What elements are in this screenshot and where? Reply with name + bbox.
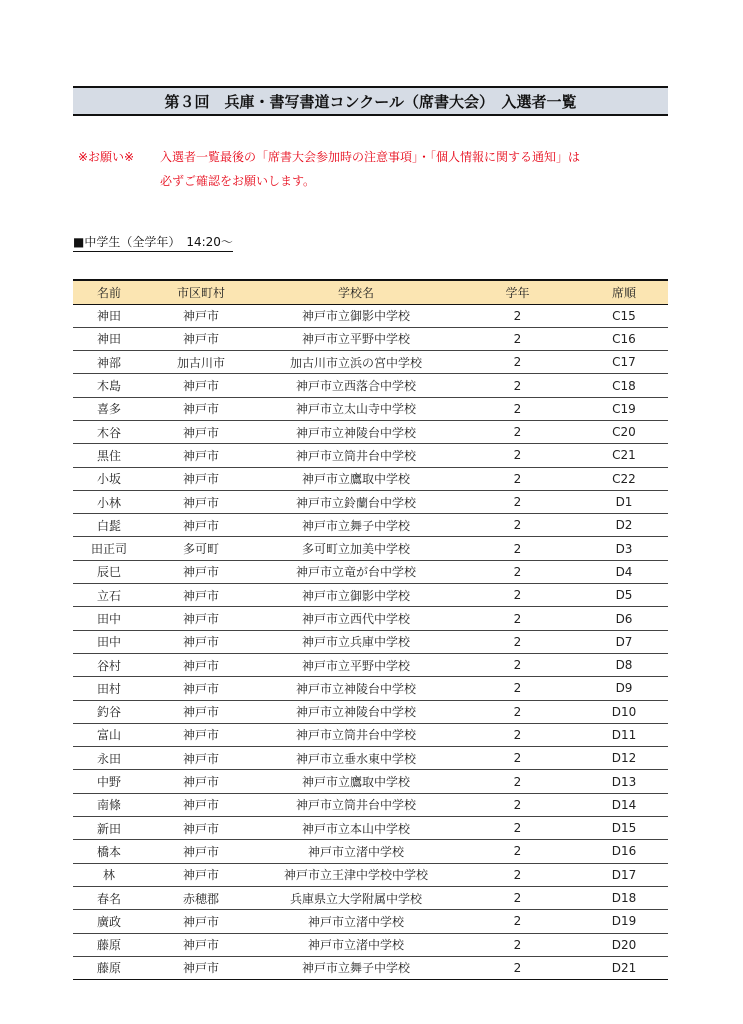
cell-name: 木谷	[73, 420, 145, 443]
cell-seat: D20	[580, 933, 668, 956]
cell-school: 神戸市立平野中学校	[257, 653, 455, 676]
cell-name: 富山	[73, 723, 145, 746]
cell-seat: C18	[580, 374, 668, 397]
cell-grade: 2	[455, 770, 580, 793]
cell-municipality: 神戸市	[145, 653, 257, 676]
table-row	[73, 607, 668, 630]
cell-municipality: 神戸市	[145, 817, 257, 840]
cell-school: 神戸市立鷹取中学校	[257, 770, 455, 793]
cell-school: 神戸市立王津中学校中学校	[257, 863, 455, 886]
cell-seat: D8	[580, 653, 668, 676]
cell-school: 神戸市立神陵台中学校	[257, 677, 455, 700]
table-row	[73, 374, 668, 397]
notice-text-2: 必ずご確認をお願いします。	[160, 174, 316, 188]
cell-grade: 2	[455, 304, 580, 327]
cell-grade: 2	[455, 747, 580, 770]
cell-seat: D5	[580, 584, 668, 607]
cell-name: 廣政	[73, 910, 145, 933]
cell-seat: D12	[580, 747, 668, 770]
cell-municipality: 神戸市	[145, 840, 257, 863]
cell-seat: D13	[580, 770, 668, 793]
cell-municipality: 神戸市	[145, 420, 257, 443]
cell-school: 神戸市立神陵台中学校	[257, 700, 455, 723]
cell-name: 神部	[73, 351, 145, 374]
cell-school: 神戸市立渚中学校	[257, 910, 455, 933]
cell-municipality: 神戸市	[145, 770, 257, 793]
table-row	[73, 537, 668, 560]
cell-school: 神戸市立舞子中学校	[257, 514, 455, 537]
cell-seat: D14	[580, 793, 668, 816]
cell-municipality: 神戸市	[145, 444, 257, 467]
cell-name: 永田	[73, 747, 145, 770]
table-row	[73, 747, 668, 770]
cell-seat: D17	[580, 863, 668, 886]
cell-grade: 2	[455, 653, 580, 676]
cell-name: 黒住	[73, 444, 145, 467]
cell-grade: 2	[455, 490, 580, 513]
table-row	[73, 327, 668, 350]
cell-grade: 2	[455, 630, 580, 653]
table-row	[73, 723, 668, 746]
cell-municipality: 多可町	[145, 537, 257, 560]
cell-municipality: 神戸市	[145, 397, 257, 420]
section-heading: ■中学生（全学年） 14:20～	[73, 233, 233, 252]
cell-school: 神戸市立西落合中学校	[257, 374, 455, 397]
cell-municipality: 神戸市	[145, 327, 257, 350]
cell-grade: 2	[455, 537, 580, 560]
table-row	[73, 397, 668, 420]
cell-grade: 2	[455, 863, 580, 886]
table-row	[73, 351, 668, 374]
cell-seat: D10	[580, 700, 668, 723]
cell-municipality: 神戸市	[145, 677, 257, 700]
cell-name: 田中	[73, 630, 145, 653]
cell-name: 白髭	[73, 514, 145, 537]
cell-name: 田村	[73, 677, 145, 700]
cell-municipality: 神戸市	[145, 514, 257, 537]
cell-municipality: 加古川市	[145, 351, 257, 374]
cell-name: 神田	[73, 327, 145, 350]
cell-grade: 2	[455, 420, 580, 443]
cell-municipality: 神戸市	[145, 910, 257, 933]
cell-seat: D11	[580, 723, 668, 746]
results-table	[73, 279, 668, 980]
cell-school: 神戸市立筒井台中学校	[257, 444, 455, 467]
cell-municipality: 神戸市	[145, 700, 257, 723]
cell-name: 谷村	[73, 653, 145, 676]
table-row	[73, 584, 668, 607]
cell-name: 中野	[73, 770, 145, 793]
cell-name: 藤原	[73, 933, 145, 956]
cell-municipality: 神戸市	[145, 374, 257, 397]
cell-seat: D21	[580, 956, 668, 979]
cell-grade: 2	[455, 956, 580, 979]
cell-school: 神戸市立平野中学校	[257, 327, 455, 350]
cell-seat: D9	[580, 677, 668, 700]
cell-grade: 2	[455, 467, 580, 490]
cell-seat: D15	[580, 817, 668, 840]
table-row	[73, 630, 668, 653]
cell-grade: 2	[455, 817, 580, 840]
cell-grade: 2	[455, 351, 580, 374]
cell-grade: 2	[455, 607, 580, 630]
cell-seat: D18	[580, 886, 668, 909]
cell-school: 神戸市立本山中学校	[257, 817, 455, 840]
cell-school: 神戸市立渚中学校	[257, 933, 455, 956]
cell-grade: 2	[455, 723, 580, 746]
cell-municipality: 神戸市	[145, 560, 257, 583]
table-row	[73, 770, 668, 793]
cell-grade: 2	[455, 327, 580, 350]
cell-seat: D4	[580, 560, 668, 583]
cell-school: 神戸市立垂水東中学校	[257, 747, 455, 770]
cell-grade: 2	[455, 700, 580, 723]
cell-municipality: 神戸市	[145, 956, 257, 979]
cell-school: 神戸市立筒井台中学校	[257, 723, 455, 746]
table-row	[73, 490, 668, 513]
table-row	[73, 700, 668, 723]
cell-seat: C16	[580, 327, 668, 350]
cell-grade: 2	[455, 584, 580, 607]
table-row	[73, 933, 668, 956]
cell-municipality: 神戸市	[145, 630, 257, 653]
cell-municipality: 神戸市	[145, 467, 257, 490]
page-title: 第３回 兵庫・書写書道コンクール（席書大会） 入選者一覧	[73, 86, 668, 116]
table-row	[73, 514, 668, 537]
cell-municipality: 神戸市	[145, 793, 257, 816]
cell-seat: C17	[580, 351, 668, 374]
cell-seat: C19	[580, 397, 668, 420]
notice-block	[78, 145, 678, 193]
cell-name: 橋本	[73, 840, 145, 863]
cell-school: 神戸市立御影中学校	[257, 584, 455, 607]
cell-school: 神戸市立筒井台中学校	[257, 793, 455, 816]
cell-municipality: 神戸市	[145, 304, 257, 327]
cell-seat: D7	[580, 630, 668, 653]
cell-grade: 2	[455, 374, 580, 397]
table-row	[73, 817, 668, 840]
cell-municipality: 神戸市	[145, 723, 257, 746]
notice-line-2	[78, 169, 678, 193]
table-row	[73, 653, 668, 676]
cell-name: 立石	[73, 584, 145, 607]
cell-school: 神戸市立竜が台中学校	[257, 560, 455, 583]
table-row	[73, 840, 668, 863]
cell-name: 田中	[73, 607, 145, 630]
cell-grade: 2	[455, 560, 580, 583]
cell-name: 木島	[73, 374, 145, 397]
table-row	[73, 910, 668, 933]
cell-name: 小林	[73, 490, 145, 513]
table-header-row	[73, 280, 668, 304]
notice-line-1	[78, 145, 678, 169]
cell-seat: C22	[580, 467, 668, 490]
cell-school: 加古川市立浜の宮中学校	[257, 351, 455, 374]
table-row	[73, 886, 668, 909]
table-row	[73, 793, 668, 816]
cell-municipality: 神戸市	[145, 863, 257, 886]
cell-municipality: 赤穂郡	[145, 886, 257, 909]
col-header-grade: 学年	[455, 280, 580, 304]
table-row	[73, 560, 668, 583]
table-row	[73, 444, 668, 467]
cell-school: 神戸市立西代中学校	[257, 607, 455, 630]
cell-seat: D1	[580, 490, 668, 513]
cell-name: 春名	[73, 886, 145, 909]
cell-grade: 2	[455, 886, 580, 909]
cell-school: 神戸市立御影中学校	[257, 304, 455, 327]
cell-name: 藤原	[73, 956, 145, 979]
cell-school: 神戸市立渚中学校	[257, 840, 455, 863]
col-header-municipality: 市区町村	[145, 280, 257, 304]
table-row	[73, 677, 668, 700]
cell-school: 神戸市立鈴蘭台中学校	[257, 490, 455, 513]
cell-name: 南條	[73, 793, 145, 816]
col-header-school: 学校名	[257, 280, 455, 304]
table-row	[73, 467, 668, 490]
cell-grade: 2	[455, 793, 580, 816]
cell-school: 神戸市立兵庫中学校	[257, 630, 455, 653]
cell-school: 神戸市立鷹取中学校	[257, 467, 455, 490]
cell-name: 小坂	[73, 467, 145, 490]
cell-school: 神戸市立神陵台中学校	[257, 420, 455, 443]
cell-name: 釣谷	[73, 700, 145, 723]
cell-seat: D19	[580, 910, 668, 933]
table-row	[73, 304, 668, 327]
table-row	[73, 956, 668, 979]
cell-school: 兵庫県立大学附属中学校	[257, 886, 455, 909]
cell-grade: 2	[455, 910, 580, 933]
cell-grade: 2	[455, 514, 580, 537]
cell-grade: 2	[455, 840, 580, 863]
table-row	[73, 420, 668, 443]
cell-grade: 2	[455, 397, 580, 420]
cell-seat: D16	[580, 840, 668, 863]
cell-seat: C15	[580, 304, 668, 327]
cell-name: 田正司	[73, 537, 145, 560]
cell-grade: 2	[455, 933, 580, 956]
cell-school: 多可町立加美中学校	[257, 537, 455, 560]
cell-school: 神戸市立太山寺中学校	[257, 397, 455, 420]
table-body	[73, 304, 668, 980]
col-header-name: 名前	[73, 280, 145, 304]
cell-grade: 2	[455, 444, 580, 467]
cell-municipality: 神戸市	[145, 490, 257, 513]
cell-seat: C21	[580, 444, 668, 467]
cell-seat: C20	[580, 420, 668, 443]
table-row	[73, 863, 668, 886]
cell-name: 喜多	[73, 397, 145, 420]
cell-municipality: 神戸市	[145, 747, 257, 770]
notice-label: ※お願い※	[78, 150, 135, 164]
cell-name: 神田	[73, 304, 145, 327]
cell-name: 新田	[73, 817, 145, 840]
cell-seat: D3	[580, 537, 668, 560]
cell-seat: D6	[580, 607, 668, 630]
cell-seat: D2	[580, 514, 668, 537]
cell-name: 辰巳	[73, 560, 145, 583]
cell-municipality: 神戸市	[145, 607, 257, 630]
notice-text-1: 入選者一覧最後の「席書大会参加時の注意事項」・「個人情報に関する通知」は	[160, 150, 581, 164]
col-header-seat: 席順	[580, 280, 668, 304]
cell-school: 神戸市立舞子中学校	[257, 956, 455, 979]
cell-name: 林	[73, 863, 145, 886]
cell-municipality: 神戸市	[145, 584, 257, 607]
cell-municipality: 神戸市	[145, 933, 257, 956]
cell-grade: 2	[455, 677, 580, 700]
